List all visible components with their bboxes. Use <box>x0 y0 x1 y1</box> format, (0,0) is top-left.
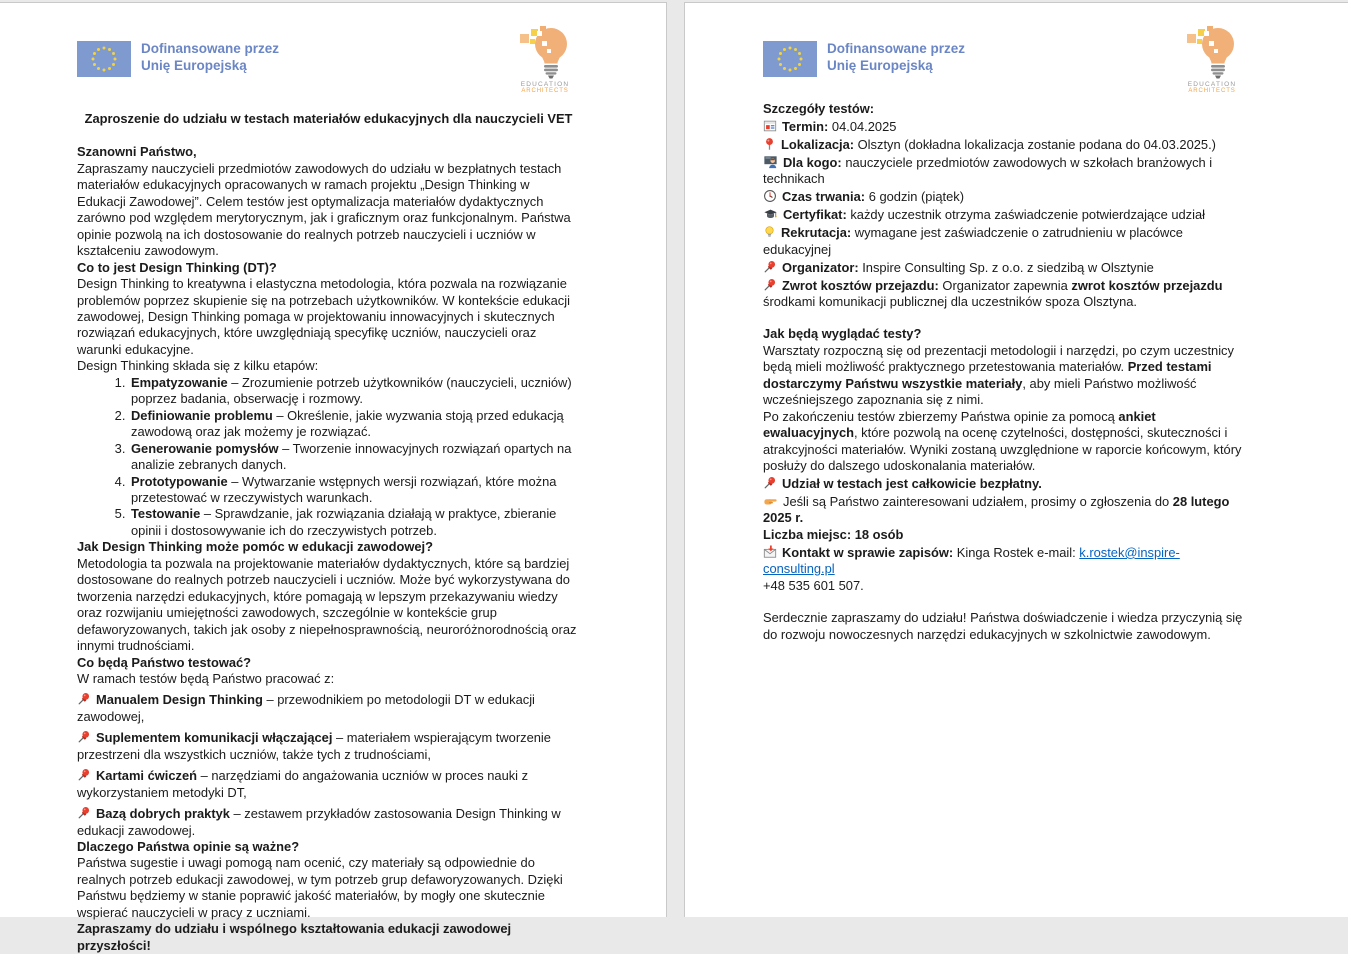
bold-text: Udział w testach jest całkowicie bezpłatny. <box>782 476 1042 492</box>
text-run: Jeśli są Państwo zainteresowani udziałem, prosimy o zgłoszenia do <box>783 493 1173 509</box>
email-link[interactable]: k.rostek@inspire-consulting.pl <box>763 544 1180 577</box>
text-run: , aby mieli Państwo możliwość wcześniejszego zapoznania się z nimi. <box>763 375 1197 408</box>
text-run: Design Thinking składa się z kilku etapów: <box>77 358 319 374</box>
spacer <box>763 310 1247 326</box>
pointing-hand-icon <box>763 494 778 508</box>
eu-flag-icon <box>77 41 131 77</box>
text-run: Design Thinking to kreatywna i elastyczna metodologia, która pozwala na rozwiązanie problemów poprzez skupienie się na potrzebach użytkowników. W kontekście edukacji zawodowej, Design Thinking pomaga w projektowaniu innowacyjnych i skutecznych rozwiązań edukacyjnych, które uwzględniają specyfikę uczniów, nauczycieli oraz warunki edukacyjne. <box>77 276 570 357</box>
paragraph <box>77 161 580 260</box>
pushpin-icon <box>77 806 91 820</box>
bold-text: Bazą dobrych praktyk <box>96 806 230 822</box>
text-run: Warsztaty rozpoczną się od prezentacji metodologii i narzędzi, po czym uczestnicy będą mieli możliwość praktycznego przetestowania materiałów. <box>763 342 1234 375</box>
text-run: 04.04.2025 <box>828 118 897 134</box>
bold-text: Organizator: <box>782 259 859 275</box>
text-run: – Zrozumienie potrzeb użytkowników (nauczycieli, uczniów) poprzez badania, obserwację i rozmowy. <box>131 374 572 407</box>
logo-architects-label: ARCHITECTS <box>1188 88 1236 94</box>
bold-text: Co będą Państwo testować? <box>77 654 252 670</box>
icon-line <box>77 730 580 763</box>
text-run: Organizator zapewnia <box>938 277 1072 293</box>
education-architects-logo <box>512 25 578 94</box>
spacer <box>763 594 1247 610</box>
location-pin-icon <box>763 137 776 151</box>
bold-text: Rekrutacja: <box>781 225 852 241</box>
pushpin-icon <box>763 260 777 274</box>
text-run: nauczyciele przedmiotów zawodowych w szkołach branżowych i technikach <box>763 154 1213 187</box>
text-run: – narzędziami do angażowania uczniów w proces nauki z wykorzystaniem metodyki DT, <box>77 768 529 800</box>
page-header <box>77 3 580 101</box>
eu-funding-line1: Dofinansowane przez <box>141 41 280 56</box>
bold-text: zwrot kosztów przejazdu <box>1071 277 1223 293</box>
education-architects-logo <box>1179 25 1245 94</box>
bold-text: Jak Design Thinking może pomóc w edukacji zawodowej? <box>77 539 433 555</box>
list-item <box>129 506 580 539</box>
eu-funding-logo <box>763 41 965 77</box>
design-thinking-steps-list <box>77 375 580 540</box>
paragraph <box>763 578 1247 594</box>
section-heading <box>763 326 1247 342</box>
text-run: , które pozwolą na ocenę czytelności, dostępności, skuteczności i atrakcyjności materiałów. Wyniki zostaną uwzględnione w raporcie końcowym, który posłuży do dalszego udoskonalania materiałów. <box>763 425 1242 474</box>
lightbulb-logo-icon <box>518 25 572 79</box>
section-heading <box>77 539 580 555</box>
text-run: – materiałem wspierającym tworzenie przestrzeni dla wszystkich uczniów, także tych z trudnościami, <box>77 730 551 762</box>
paragraph <box>763 409 1247 475</box>
list-item <box>129 408 580 441</box>
document-page-1 <box>0 2 667 953</box>
page-header <box>763 3 1247 101</box>
bold-text: Liczba miejsc: 18 osób <box>763 526 904 542</box>
bold-text: Szczegóły testów: <box>763 101 875 116</box>
paragraph <box>763 610 1247 643</box>
paragraph <box>77 671 580 687</box>
section-heading <box>77 260 580 276</box>
text-run: Olsztyn (dokładna lokalizacja zostanie podana do 04.03.2025.) <box>854 136 1216 152</box>
pushpin-icon <box>77 692 91 706</box>
text-run: – Wytwarzanie wstępnych wersji rozwiązań, które można przetestować w rzeczywistych warunkach. <box>131 473 557 505</box>
text-run: każdy uczestnik otrzyma zaświadczenie potwierdzające udział <box>846 207 1206 223</box>
bold-text: Suplementem komunikacji włączającej <box>96 730 333 746</box>
text-run: wymagane jest zaświadczenie o zatrudnieniu w placówce edukacyjnej <box>763 225 1183 257</box>
document-page-2 <box>684 2 1348 917</box>
icon-line <box>77 768 580 801</box>
text-run: Państwa sugestie i uwagi pomogą nam ocenić, czy materiały są odpowiednie do realnych potrzeb edukacji zawodowej, w tym potrzeb grup defaworyzowanych. Dzięki Państwu będziemy w stanie poprawić jakość materiałów, by mogły one skutecznie wspierać nauczycieli w pracy z uczniami. <box>77 855 563 920</box>
text-run: Kinga Rostek e-mail: <box>953 544 1080 560</box>
bold-text: Szanowni Państwo, <box>77 144 197 160</box>
icon-line <box>763 155 1247 188</box>
eu-funding-logo <box>77 41 279 77</box>
icon-line <box>763 494 1247 527</box>
text-run: 6 godzin (piątek) <box>865 189 964 205</box>
text-run: środkami komunikacji publicznej dla uczestników spoza Olsztyna. <box>763 293 1137 309</box>
text-run: +48 535 601 507. <box>763 577 864 593</box>
icon-line <box>77 692 580 725</box>
text-run: – Sprawdzanie, jak rozwiązania działają w praktyce, zbieranie opinii i dostosowywanie ich do rzeczywistych potrzeb. <box>131 506 557 538</box>
bold-text: Definiowanie problemu <box>131 407 273 423</box>
section-heading <box>77 655 580 671</box>
icon-line <box>77 806 580 839</box>
eu-funding-line2: Unię Europejską <box>827 57 933 73</box>
bold-text: 28 lutego 2025 r. <box>763 493 1230 526</box>
lightbulb-logo-icon <box>1185 25 1239 79</box>
icon-line <box>763 207 1247 223</box>
icon-line <box>763 225 1247 258</box>
bold-text: Testowanie <box>131 506 201 522</box>
icon-line <box>763 278 1247 311</box>
bold-text: Lokalizacja: <box>781 136 855 152</box>
text-run: Serdecznie zapraszamy do udziału! Państwa doświadczenie i wiedza przyczynią się do rozwoju nowoczesnych narzędzi edukacyjnych w szkolnictwie zawodowym. <box>763 610 1243 642</box>
pushpin-icon <box>763 278 777 292</box>
bold-text: Co to jest Design Thinking (DT)? <box>77 259 277 275</box>
section-heading <box>763 101 1247 117</box>
pushpin-icon <box>77 768 91 782</box>
bold-text: Zapraszamy do udziału i wspólnego kształtowania edukacji zawodowej przyszłości! <box>77 921 512 953</box>
bold-text: Kartami ćwiczeń <box>96 768 198 784</box>
eu-flag-icon <box>763 41 817 77</box>
text-run: Inspire Consulting Sp. z o.o. z siedzibą w Olsztynie <box>858 259 1154 275</box>
icon-line <box>763 260 1247 276</box>
text-run: Zapraszamy nauczycieli przedmiotów zawodowych do udziału w bezpłatnych testach materiałów edukacyjnych opracowanych w ramach projektu „Design Thinking w Edukacji Zawodowej”. Celem testów jest optymalizacja materiałów dydaktycznych zarówno pod względem merytorycznym, jak i graficznym oraz funkcjonalnym. Państwa opinie pozwolą na ich dostosowanie do realnych potrzeb nauczycieli i uczniów w kształceniu zawodowym. <box>77 160 571 259</box>
bold-text: Generowanie pomysłów <box>131 440 279 456</box>
text-run: – Określenie, jakie wyzwania stoją przed edukacją zawodową oraz jak możemy je rozwiązać. <box>131 407 564 440</box>
icon-line <box>763 119 1247 135</box>
text-run: W ramach testów będą Państwo pracować z: <box>77 670 335 686</box>
eu-funding-line1: Dofinansowane przez <box>827 41 966 56</box>
page-2-content <box>763 101 1247 643</box>
text-run: – zestawem przykładów zastosowania Design Thinking w edukacji zawodowej. <box>77 806 561 838</box>
email-icon <box>763 545 777 559</box>
list-item <box>129 441 580 474</box>
paragraph <box>77 855 580 921</box>
teacher-icon <box>763 155 778 169</box>
icon-line <box>763 137 1247 153</box>
bold-text: Zwrot kosztów przejazdu: <box>782 277 939 293</box>
bold-text: Termin: <box>782 118 829 134</box>
list-item <box>129 474 580 507</box>
paragraph <box>77 276 580 358</box>
bold-text: Przed testami dostarczymy Państwu wszystkie materiały <box>763 359 1212 391</box>
section-heading <box>77 839 580 855</box>
calendar-icon <box>763 119 777 133</box>
text-run: – Tworzenie innowacyjnych rozwiązań opartych na analizie zebranych danych. <box>131 440 572 473</box>
icon-line <box>763 476 1247 492</box>
paragraph <box>77 921 580 954</box>
bold-text: Manualem Design Thinking <box>96 692 263 708</box>
paragraph <box>77 358 580 374</box>
document-title <box>77 111 580 127</box>
paragraph <box>77 556 580 655</box>
logo-architects-label: ARCHITECTS <box>521 88 569 94</box>
pushpin-icon <box>77 730 91 744</box>
lightbulb-icon <box>763 225 776 239</box>
bold-text: Jak będą wyglądać testy? <box>763 326 922 342</box>
bold-text: Czas trwania: <box>782 189 866 205</box>
bold-text: Kontakt w sprawie zapisów: <box>782 544 954 560</box>
bold-text: Certyfikat: <box>783 207 847 223</box>
list-item <box>129 375 580 408</box>
eu-funding-line2: Unię Europejską <box>141 57 247 73</box>
graduation-cap-icon <box>763 207 778 221</box>
bold-text: Dlaczego Państwa opinie są ważne? <box>77 839 300 855</box>
text-run: Po zakończeniu testów zbierzemy Państwa opinie za pomocą <box>763 408 1119 424</box>
icon-line <box>763 545 1247 578</box>
text-run: – przewodnikiem po metodologii DT w edukacji zawodowej, <box>77 692 535 724</box>
icon-line <box>763 189 1247 205</box>
logo-education-label: EDUCATION <box>1187 81 1237 88</box>
bold-text: ankiet ewaluacyjnych <box>763 408 1156 441</box>
bold-text: Dla kogo: <box>783 154 842 170</box>
section-heading <box>77 144 580 160</box>
bold-text: Zaproszenie do udziału w testach materiałów edukacyjnych dla nauczycieli VET <box>84 111 573 126</box>
text-run: Metodologia ta pozwala na projektowanie materiałów dydaktycznych, które są bardziej dostosowane do realnych potrzeb nauczycieli i uczniów. Może być wykorzystywana do tworzenia narzędzi edukacyjnych, które pomagają w lepszym przekazywaniu wiedzy oraz rozwijaniu umiejętności zawodowych, szczególnie w kontekście grup defaworyzowanych, takich jak osoby z niepełnosprawnością, neuroróżnorodnością oraz innymi trudnościami. <box>77 555 577 654</box>
page-1-content <box>77 111 580 954</box>
bold-text: Prototypowanie <box>131 473 228 489</box>
paragraph <box>763 527 1247 543</box>
paragraph <box>763 343 1247 409</box>
pushpin-icon <box>763 476 777 490</box>
logo-education-label: EDUCATION <box>520 81 570 88</box>
clock-icon <box>763 189 777 203</box>
bold-text: Empatyzowanie <box>131 374 228 390</box>
